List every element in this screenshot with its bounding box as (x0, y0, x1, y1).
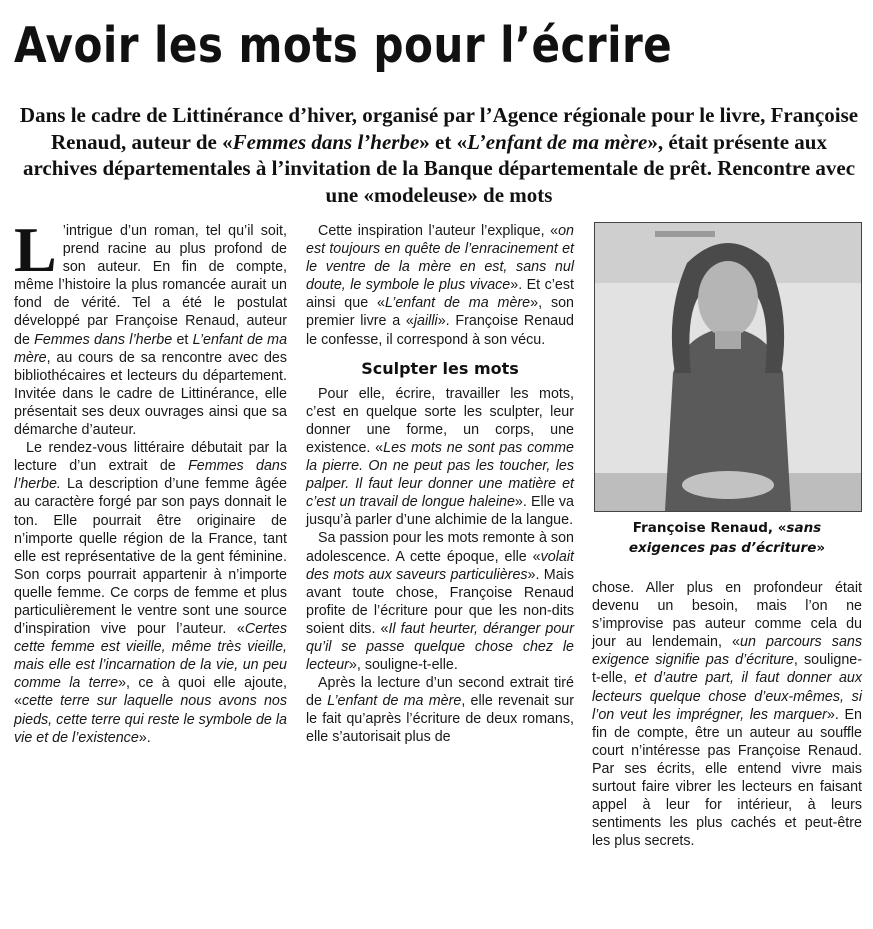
article-column-3 (592, 579, 862, 850)
headline: Avoir les mots pour l’écrire (14, 17, 673, 74)
paragraph: L ’intrigue d’un roman, tel qu’il soit, prend racine au plus profond de son auteur. En fin de compte, même l’histoire la plus romancée aurait un fond de vérité. Tel a été le postulat développé par Françoise Renaud, auteur de Femmes dans l’herbe et L’enfant de ma mère, au cours de sa rencontre avec des bibliothécaires et lecteurs du département. Invitée dans le cadre de Littinérance, elle présentait ses deux ouvrages ainsi que sa démarche d’auteur. (14, 214, 288, 439)
drop-cap: L (14, 214, 57, 285)
paragraph: Cette inspiration l’auteur l’explique, «on est toujours en quête de l’enracinement et le ventre de la mère en est, sans nul doute, le symbole le plus vivace». Et c’est ainsi que «L’enfant de ma mère», son premier livre a «jailli». Françoise Renaud le confesse, il correspond à son vécu. (306, 223, 575, 348)
paragraph: Le rendez-vous littéraire débutait par la lecture d’un extrait de Femmes dans l’herbe. La description d’une femme âgée au caractère forgé par son pays donnait le ton. Elle pourrait être originaire de n’importe quelle région de la France, tant elle est représentative de la gent féminine. Son corps pourrait appartenir à n’importe quelle femme. Ce corps de femme et plus particulièrement le ventre sont une source d’inspiration vive pour l’auteur. «Certes cette femme est vieille, même très vieille, mais elle est l’incarnation de la vie, un peu comme la terre», ce à quoi elle ajoute, «cette terre sur laquelle nous avons nos pieds, cette terre qui reste le symbole de la vie et de l’existence». (14, 440, 288, 746)
paragraph: Après la lecture d’un second extrait tiré de L’enfant de ma mère, elle revenait sur le fait qu’après l’écriture de deux romans, elle s’autorisait plus de (306, 675, 575, 746)
photo-caption: Françoise Renaud, «sans exigences pas d’écriture» (628, 520, 826, 556)
article-column-2 (306, 222, 574, 747)
author-photo (594, 222, 862, 512)
paragraph: Sa passion pour les mots remonte à son adolescence. A cette époque, elle «volait des mots aux saveurs particulières». Mais avant toute chose, Françoise Renaud profite de l’écriture pour que les non-dits soient dits. «Il faut heurter, déranger pour qu’il se passe quelque chose chez le lecteur», souligne-t-elle. (306, 530, 574, 674)
subheading: Sculpter les mots (361, 358, 519, 378)
paragraph: chose. Aller plus en profondeur était devenu un besoin, mais l’on ne s’improvise pas auteur comme cela du jour au lendemain, «un parcours sans exigence signifie pas d’écriture, souligne-t-elle, et d’autre part, il faut donner aux lecteurs quelque chose d’eux-mêmes, si l’on veut les imprégner, les marquer». En fin de compte, être un auteur au souffle court n’intéresse pas Françoise Renaud. Par ses écrits, elle entend vivre mais surtout faire vibrer les lecteurs en faisant appel à leur for intérieur, à leurs sentiments les plus cachés et peut-être les plus secrets. (592, 580, 862, 850)
standfirst: Dans le cadre de Littinérance d’hiver, organisé par l’Agence régionale pour le livre, Françoise Renaud, auteur de «Femmes dans l’herbe» et «L’enfant de ma mère», était présente aux archives départementales à l’invitation de la Banque départementale de prêt. Rencontre avec une «modeleuse» de mots (19, 103, 859, 207)
article-column-1 (14, 214, 288, 747)
paragraph: Pour elle, écrire, travailler les mots, c’est en quelque sorte les sculpter, leur donner une forme, un corps, une existence. «Les mots ne sont pas comme la pierre. On ne peut pas les toucher, les palper. Il faut leur donner une matière et c’est un travail de longue haleine». Elle va jusqu’à parler d’une alchimie de la langue. (306, 385, 574, 529)
portrait-illustration (595, 223, 861, 511)
